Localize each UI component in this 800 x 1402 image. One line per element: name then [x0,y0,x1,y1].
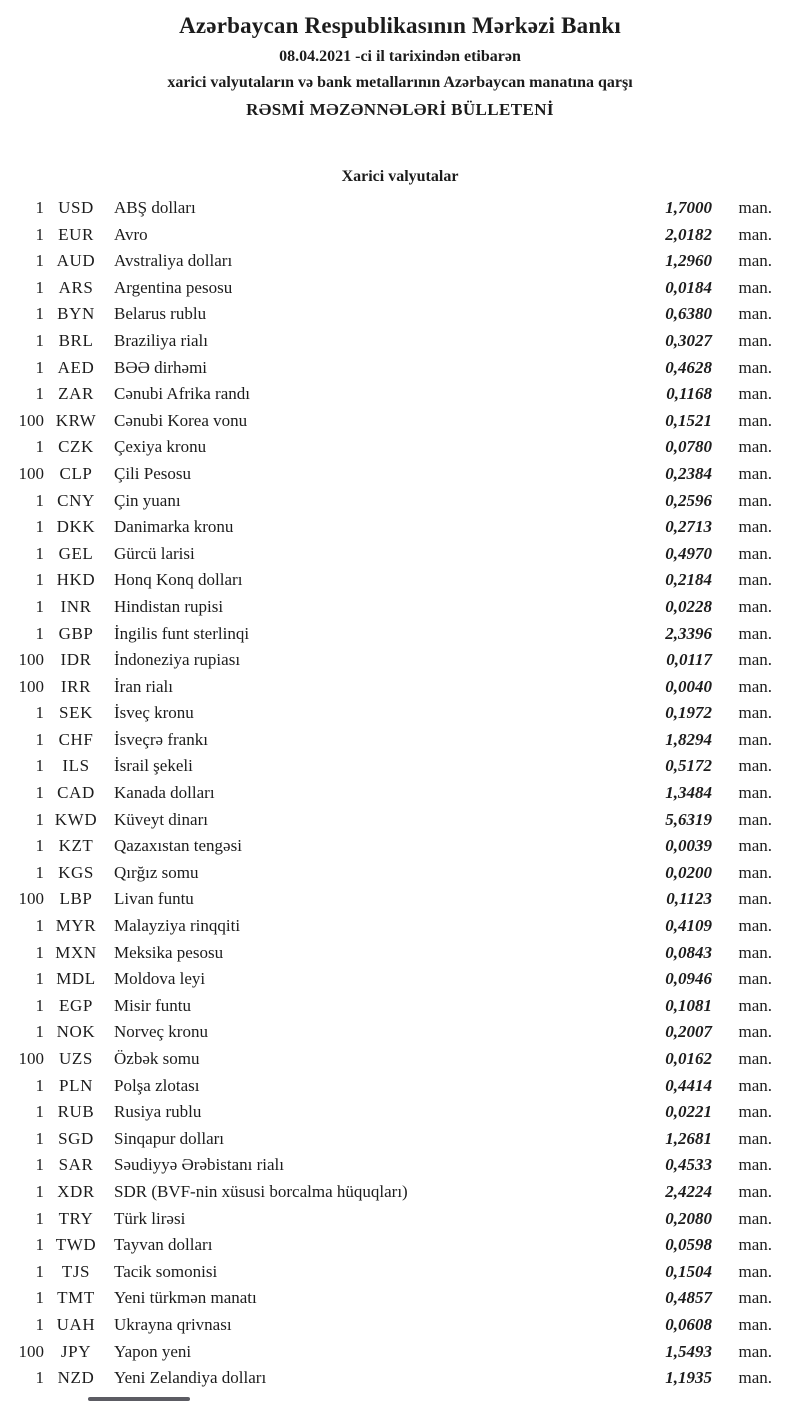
unit-label: man. [738,889,772,909]
currency-row [8,304,772,331]
rate-value: 0,4857 [665,1288,712,1308]
currency-row [8,544,772,571]
unit-label: man. [738,862,772,882]
currency-quantity: 1 [35,198,44,217]
currency-quantity: 1 [35,1288,44,1308]
currency-code: KGS [58,862,94,882]
bulletin-title: RƏSMİ MƏZƏNNƏLƏRİ BÜLLETENİ [246,100,554,119]
currency-row [8,1129,772,1156]
currency-code: TRY [58,1208,94,1228]
currency-quantity: 1 [35,330,44,350]
rows-container [8,198,772,1395]
currency-code: SEK [59,703,93,723]
currency-row [8,225,772,252]
bulletin-header [0,0,800,120]
rate-value: 0,5172 [665,756,712,776]
rate-value: 0,4970 [665,543,712,563]
currency-quantity: 1 [35,729,44,749]
currency-row [8,358,772,385]
currency-quantity: 1 [35,1261,44,1281]
currency-code: BYN [57,304,95,324]
currency-name: Polşa zlotası [114,1075,200,1095]
rate-value: 1,2681 [665,1128,712,1148]
currency-row [8,889,772,916]
currency-code: SGD [58,1128,94,1148]
rate-value: 0,0228 [665,596,712,616]
rate-value: 0,0184 [665,277,712,297]
currency-name: Livan funtu [114,889,194,909]
currency-row [8,756,772,783]
currency-name: Malayziya rinqqiti [114,916,241,936]
currency-name: Avstraliya dolları [114,251,233,271]
currency-quantity: 1 [35,277,44,297]
currency-quantity: 1 [35,1128,44,1148]
currency-quantity: 1 [35,1314,44,1334]
rate-value: 2,3396 [665,623,712,643]
unit-label: man. [738,676,772,696]
currency-quantity: 1 [35,304,44,324]
currency-name: Yapon yeni [114,1341,192,1361]
unit-label: man. [738,995,772,1015]
currency-quantity: 1 [35,224,44,244]
currency-name: Tacik somonisi [114,1261,218,1281]
currency-quantity: 1 [35,543,44,563]
currency-code: ILS [62,756,90,776]
unit-label: man. [738,1341,772,1361]
rate-value: 0,2596 [665,490,712,510]
currency-name: Avro [114,224,148,244]
currency-quantity: 1 [35,1235,44,1255]
rate-value: 0,0780 [665,437,712,457]
rate-value: 1,2960 [665,251,712,271]
unit-label: man. [738,942,772,962]
currency-quantity: 1 [35,1208,44,1228]
currency-code: AUD [56,251,96,271]
rate-value: 0,0608 [665,1314,712,1334]
currency-code: CZK [58,437,94,457]
unit-label: man. [738,1049,772,1068]
currency-name: İsrail şekeli [114,756,193,776]
subject-line: xarici valyutaların və bank metallarının Azərbaycan manatına qarşı [167,74,633,91]
currency-quantity: 1 [35,437,44,457]
rate-value: 0,0040 [665,676,712,696]
currency-quantity: 1 [35,995,44,1015]
currency-row [8,836,772,863]
currency-code: CAD [57,783,95,803]
unit-label: man. [738,1128,772,1148]
unit-label: man. [738,251,772,271]
currency-quantity: 1 [35,756,44,776]
currency-name: İsveçrə frankı [114,729,208,749]
bank-title: Azərbaycan Respublikasının Mərkəzi Bankı [179,13,621,38]
unit-label: man. [738,1155,772,1175]
currency-code: TMT [57,1288,95,1308]
currency-row [8,703,772,730]
rate-value: 0,2713 [665,517,712,537]
currency-name: BƏƏ dirhəmi [114,357,208,377]
currency-row [8,517,772,544]
currency-quantity: 1 [35,490,44,510]
currency-code: TWD [55,1235,97,1255]
currency-code: BRL [58,330,94,350]
currency-name: Belarus rublu [114,304,207,324]
currency-quantity: 1 [35,942,44,962]
currency-name: Cənubi Afrika randı [114,384,250,404]
currency-quantity: 1 [35,1155,44,1175]
currency-row [8,677,772,704]
currency-name: Meksika pesosu [114,942,224,962]
currency-name: Səudiyyə Ərəbistanı rialı [114,1155,284,1175]
currency-name: Norveç kronu [114,1022,208,1042]
currency-row [8,570,772,597]
currency-name: Çin yuanı [114,490,181,510]
currency-row [8,597,772,624]
currency-name: Özbək somu [114,1049,200,1068]
currency-row [8,1235,772,1262]
currency-code: LBP [59,889,93,909]
currency-row [8,251,772,278]
rate-value: 0,1972 [665,703,712,723]
currency-code: NOK [56,1022,96,1042]
unit-label: man. [738,1235,772,1255]
currency-name: Türk lirəsi [114,1208,186,1228]
currency-row [8,331,772,358]
currency-name: İsveç kronu [114,703,194,723]
currency-code: KRW [55,410,97,430]
rate-value: 1,8294 [665,729,712,749]
unit-label: man. [738,517,772,537]
currency-name: Kanada dolları [114,783,215,803]
unit-label: man. [738,1288,772,1308]
currency-row [8,969,772,996]
unit-label: man. [738,410,772,430]
unit-label: man. [738,463,772,483]
currency-quantity: 1 [35,916,44,936]
currency-code: AED [57,357,95,377]
currency-name: Qazaxıstan tengəsi [114,836,242,856]
currency-quantity: 1 [35,862,44,882]
currency-row [8,1368,772,1395]
currency-code: XDR [57,1181,95,1201]
currency-row [8,384,772,411]
unit-label: man. [738,756,772,776]
currency-code: MXN [55,942,97,962]
currency-row [8,1076,772,1103]
rate-value: 5,6319 [665,809,712,829]
unit-label: man. [738,543,772,563]
unit-label: man. [738,623,772,643]
unit-label: man. [738,703,772,723]
currency-name: Çexiya kronu [114,437,207,457]
currency-quantity: 100 [18,676,44,696]
currency-code: IRR [60,676,92,696]
currency-row [8,650,772,677]
currency-name: Rusiya rublu [114,1102,202,1122]
rate-value: 0,1504 [665,1261,712,1281]
rate-value: 0,0162 [665,1049,712,1068]
currency-quantity: 1 [35,384,44,404]
currency-quantity: 100 [18,1049,44,1068]
unit-label: man. [738,809,772,829]
currency-code: CNY [57,490,95,510]
unit-label: man. [738,437,772,457]
currency-code: GEL [58,543,94,563]
unit-label: man. [738,1314,772,1334]
currency-quantity: 1 [35,703,44,723]
currency-quantity: 1 [35,836,44,856]
currency-name: Sinqapur dolları [114,1128,225,1148]
currency-name: Ukrayna qrivnası [114,1314,232,1334]
currency-name: Braziliya rialı [114,330,208,350]
currency-code: KZT [58,836,94,856]
unit-label: man. [738,1075,772,1095]
rate-value: 0,1123 [666,889,712,909]
unit-label: man. [738,357,772,377]
rate-value: 0,2080 [665,1208,712,1228]
currency-row [8,491,772,518]
unit-label: man. [738,1181,772,1201]
currency-name: İndoneziya rupiası [114,650,241,670]
rate-value: 0,0039 [665,836,712,856]
rate-value: 0,1168 [666,384,712,404]
unit-label: man. [738,570,772,590]
currency-name: ABŞ dolları [114,198,196,217]
currency-quantity: 100 [18,650,44,670]
effective-date-line: 08.04.2021 -ci il tarixindən etibarən [279,48,521,65]
rate-value: 0,4414 [665,1075,712,1095]
rate-value: 0,2384 [665,463,712,483]
currency-code: HKD [56,570,96,590]
currency-row [8,1315,772,1342]
currency-code: PLN [59,1075,93,1095]
currency-name: Argentina pesosu [114,277,233,297]
currency-row [8,624,772,651]
unit-label: man. [738,1368,772,1388]
unit-label: man. [738,384,772,404]
currency-code: KWD [54,809,98,829]
currency-quantity: 100 [18,1341,44,1361]
currency-quantity: 1 [35,357,44,377]
rate-value: 0,0946 [665,969,712,989]
rate-value: 1,1935 [665,1368,712,1388]
rate-value: 0,4628 [665,357,712,377]
currency-quantity: 1 [35,783,44,803]
unit-label: man. [738,836,772,856]
rate-value: 0,0598 [665,1235,712,1255]
currency-rates-table [0,198,800,1395]
currency-row [8,278,772,305]
unit-label: man. [738,1022,772,1042]
currency-code: NZD [57,1368,95,1388]
currency-row [8,1288,772,1315]
currency-row [8,1182,772,1209]
currency-row [8,1102,772,1129]
unit-label: man. [738,783,772,803]
currency-quantity: 1 [35,570,44,590]
unit-label: man. [738,1102,772,1122]
currency-row [8,437,772,464]
currency-row [8,1049,772,1076]
unit-label: man. [738,304,772,324]
unit-label: man. [738,650,772,670]
unit-label: man. [738,224,772,244]
rate-value: 0,0221 [665,1102,712,1122]
currency-code: UAH [56,1314,96,1334]
unit-label: man. [738,330,772,350]
rate-value: 1,5493 [665,1341,712,1361]
currency-quantity: 1 [35,596,44,616]
currency-quantity: 1 [35,1368,44,1388]
currency-name: Hindistan rupisi [114,596,224,616]
currency-code: GBP [58,623,94,643]
currency-name: Honq Konq dolları [114,570,243,590]
currency-name: İngilis funt sterlinqi [114,623,250,643]
currency-code: ARS [58,277,94,297]
rate-value: 0,4109 [665,916,712,936]
currency-quantity: 100 [18,463,44,483]
currency-name: Tayvan dolları [114,1235,213,1255]
rate-value: 0,6380 [665,304,712,324]
currency-code: ZAR [58,384,94,404]
unit-label: man. [738,1261,772,1281]
unit-label: man. [738,969,772,989]
currency-row [8,411,772,438]
currency-code: RUB [57,1102,95,1122]
currency-row [8,464,772,491]
currency-quantity: 1 [35,1102,44,1122]
currency-code: JPY [60,1341,92,1361]
rate-value: 1,3484 [665,783,712,803]
currency-code: IDR [60,650,92,670]
currency-name: Misir funtu [114,995,191,1015]
currency-name: Moldova leyi [114,969,206,989]
currency-row [8,1262,772,1289]
currency-quantity: 1 [35,809,44,829]
rate-value: 0,1081 [665,995,712,1015]
unit-label: man. [738,729,772,749]
currency-name: Çili Pesosu [114,463,191,483]
currency-code: UZS [59,1049,93,1068]
rate-value: 0,2007 [665,1022,712,1042]
currency-row [8,810,772,837]
currency-row [8,198,772,225]
section-title-foreign-currencies: Xarici valyutalar [341,168,459,185]
currency-row [8,1022,772,1049]
rate-value: 1,7000 [665,198,712,217]
rate-value: 0,0843 [665,942,712,962]
currency-row [8,916,772,943]
currency-name: Qırğız somu [114,862,199,882]
rate-value: 2,4224 [665,1181,712,1201]
currency-name: İran rialı [114,676,173,696]
currency-quantity: 1 [35,517,44,537]
currency-quantity: 1 [35,1181,44,1201]
unit-label: man. [738,198,772,217]
currency-name: SDR (BVF-nin xüsusi borcalma hüquqları) [114,1181,408,1201]
currency-row [8,1342,772,1369]
currency-name: Danimarka kronu [114,517,234,537]
currency-row [8,783,772,810]
currency-quantity: 1 [35,251,44,271]
currency-quantity: 100 [18,410,44,430]
currency-row [8,943,772,970]
unit-label: man. [738,277,772,297]
currency-name: Gürcü larisi [114,543,195,563]
rate-value: 0,2184 [665,570,712,590]
currency-code: INR [60,596,92,616]
unit-label: man. [738,490,772,510]
currency-quantity: 1 [35,1075,44,1095]
currency-code: EGP [59,995,93,1015]
truncated-next-row-artifact [88,1397,190,1401]
currency-code: DKK [56,517,96,537]
currency-row [8,996,772,1023]
currency-row [8,730,772,757]
currency-row [8,863,772,890]
currency-code: EUR [58,224,94,244]
currency-quantity: 1 [35,623,44,643]
rate-value: 0,3027 [665,330,712,350]
currency-row [8,1209,772,1236]
rate-value: 0,1521 [665,410,712,430]
currency-quantity: 1 [35,1022,44,1042]
rate-value: 0,0117 [666,650,712,670]
currency-name: Yeni Zelandiya dolları [114,1368,267,1388]
currency-code: MDL [56,969,96,989]
currency-name: Cənubi Korea vonu [114,410,248,430]
currency-name: Yeni türkmən manatı [114,1288,257,1308]
currency-code: CLP [59,463,93,483]
currency-quantity: 100 [18,889,44,909]
currency-code: SAR [58,1155,94,1175]
currency-code: CHF [58,729,94,749]
currency-code: USD [58,198,94,217]
currency-code: TJS [61,1261,91,1281]
unit-label: man. [738,1208,772,1228]
rate-value: 0,4533 [665,1155,712,1175]
currency-quantity: 1 [35,969,44,989]
currency-name: Küveyt dinarı [114,809,208,829]
currency-code: MYR [55,916,97,936]
unit-label: man. [738,596,772,616]
rate-value: 0,0200 [665,862,712,882]
unit-label: man. [738,916,772,936]
rate-value: 2,0182 [665,224,712,244]
currency-row [8,1155,772,1182]
